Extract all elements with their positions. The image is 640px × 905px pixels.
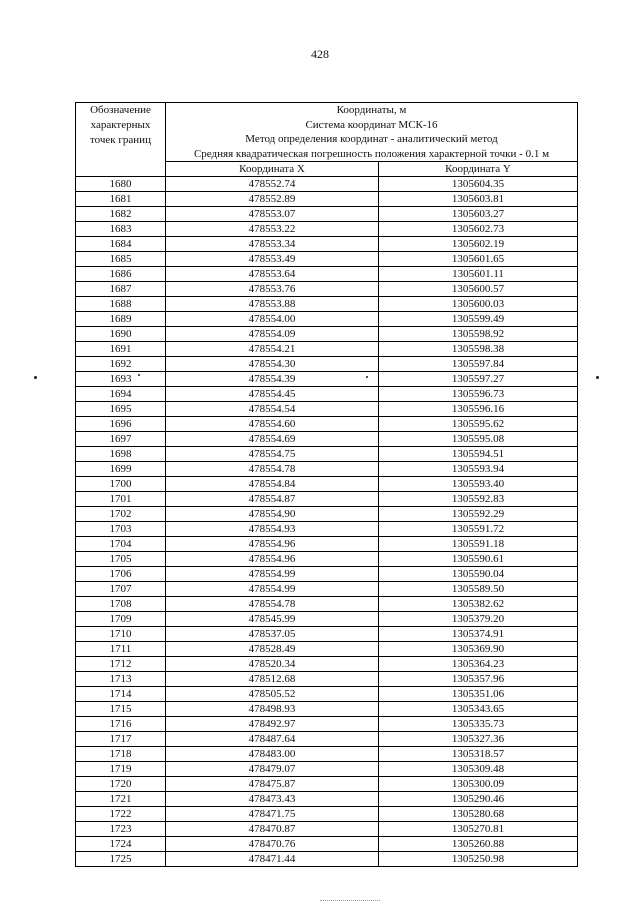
coordinate-x-cell: 478553.07 — [166, 207, 379, 222]
coordinate-y-cell: 1305335.73 — [379, 717, 578, 732]
coordinate-x-cell: 478554.69 — [166, 432, 379, 447]
point-number-cell: 1698 — [76, 447, 166, 462]
coordinate-x-cell: 478498.93 — [166, 702, 379, 717]
scan-artifact — [320, 900, 380, 903]
coordinate-x-cell: 478470.87 — [166, 822, 379, 837]
page-number: 428 — [311, 47, 329, 61]
coordinate-y-cell: 1305318.57 — [379, 747, 578, 762]
table-row — [76, 177, 578, 192]
coordinate-x-cell: 478554.87 — [166, 492, 379, 507]
point-number-cell: 1690 — [76, 327, 166, 342]
coordinate-y-cell: 1305591.18 — [379, 537, 578, 552]
point-number-cell: 1709 — [76, 612, 166, 627]
table-row — [76, 777, 578, 792]
coordinate-y-cell: 1305600.57 — [379, 282, 578, 297]
coordinate-y-cell: 1305351.06 — [379, 687, 578, 702]
table-row — [76, 492, 578, 507]
point-number-cell: 1713 — [76, 672, 166, 687]
coordinate-y-cell: 1305290.46 — [379, 792, 578, 807]
point-number-cell: 1703 — [76, 522, 166, 537]
coordinate-x-cell: 478554.93 — [166, 522, 379, 537]
header-main-line: Система координат МСК-16 — [305, 118, 438, 131]
table-row — [76, 237, 578, 252]
table-row — [76, 717, 578, 732]
point-number-cell: 1681 — [76, 192, 166, 207]
coordinate-x-cell: 478553.49 — [166, 252, 379, 267]
coordinate-y-cell: 1305369.90 — [379, 642, 578, 657]
table-row — [76, 732, 578, 747]
table-row — [76, 552, 578, 567]
table-row — [76, 282, 578, 297]
coordinate-x-cell: 478554.00 — [166, 312, 379, 327]
table-row — [76, 807, 578, 822]
coordinate-y-cell: 1305593.94 — [379, 462, 578, 477]
table-row — [76, 627, 578, 642]
table-row — [76, 702, 578, 717]
coordinate-x-cell: 478554.45 — [166, 387, 379, 402]
table-row — [76, 687, 578, 702]
point-number-cell: 1711 — [76, 642, 166, 657]
point-number-cell: 1707 — [76, 582, 166, 597]
coordinate-y-cell: 1305280.68 — [379, 807, 578, 822]
point-number-cell: 1685 — [76, 252, 166, 267]
coordinate-y-cell: 1305603.27 — [379, 207, 578, 222]
point-number-cell: 1718 — [76, 747, 166, 762]
table-row — [76, 402, 578, 417]
coordinate-x-cell: 478552.74 — [166, 177, 379, 192]
coordinate-y-cell: 1305602.73 — [379, 222, 578, 237]
coordinate-x-cell: 478483.00 — [166, 747, 379, 762]
table-row — [76, 192, 578, 207]
point-number-cell: 1723 — [76, 822, 166, 837]
point-number-cell: 1714 — [76, 687, 166, 702]
coordinates-header — [166, 103, 578, 162]
point-number-cell: 1688 — [76, 297, 166, 312]
point-number-cell: 1716 — [76, 717, 166, 732]
point-number-cell: 1699 — [76, 462, 166, 477]
table-row — [76, 327, 578, 342]
point-number-cell: 1715 — [76, 702, 166, 717]
table-row — [76, 432, 578, 447]
table-row — [76, 417, 578, 432]
point-number-cell: 1722 — [76, 807, 166, 822]
coordinate-x-cell: 478554.99 — [166, 567, 379, 582]
table-row — [76, 267, 578, 282]
table-row — [76, 297, 578, 312]
coordinate-x-cell: 478554.30 — [166, 357, 379, 372]
coordinate-x-cell: 478537.05 — [166, 627, 379, 642]
table-row — [76, 447, 578, 462]
header-main-line: Средняя квадратическая погрешность положения характерной точки - 0.1 м — [193, 147, 550, 160]
coordinate-x-cell: 478554.96 — [166, 552, 379, 567]
coordinate-y-cell: 1305597.27 — [379, 372, 578, 387]
coordinate-x-cell: 478505.52 — [166, 687, 379, 702]
point-number-cell: 1702 — [76, 507, 166, 522]
coordinate-y-cell: 1305592.83 — [379, 492, 578, 507]
table-row — [76, 582, 578, 597]
coordinates-table — [75, 102, 578, 867]
coordinate-y-cell: 1305595.62 — [379, 417, 578, 432]
coordinate-y-cell: 1305598.92 — [379, 327, 578, 342]
table-row — [76, 537, 578, 552]
scan-speck — [596, 376, 599, 379]
table-row — [76, 342, 578, 357]
coordinate-x-header: Координата X — [166, 162, 379, 177]
coordinate-y-cell: 1305598.38 — [379, 342, 578, 357]
coordinate-y-cell: 1305343.65 — [379, 702, 578, 717]
table-row — [76, 822, 578, 837]
point-number-cell: 1710 — [76, 627, 166, 642]
coordinate-x-cell: 478554.78 — [166, 462, 379, 477]
point-number-cell: 1695 — [76, 402, 166, 417]
coordinate-x-cell: 478553.34 — [166, 237, 379, 252]
coordinate-y-cell: 1305591.72 — [379, 522, 578, 537]
coordinate-y-cell: 1305374.91 — [379, 627, 578, 642]
table-row — [76, 747, 578, 762]
point-number-cell: 1683 — [76, 222, 166, 237]
coordinate-x-cell: 478554.99 — [166, 582, 379, 597]
coordinate-x-cell: 478554.84 — [166, 477, 379, 492]
coordinate-x-cell: 478545.99 — [166, 612, 379, 627]
header-left-line: Обозначение — [90, 104, 151, 116]
point-number-cell: 1725 — [76, 852, 166, 867]
coordinate-y-cell: 1305599.49 — [379, 312, 578, 327]
coordinate-y-cell: 1305604.35 — [379, 177, 578, 192]
coordinate-y-cell: 1305327.36 — [379, 732, 578, 747]
coordinate-x-cell: 478520.34 — [166, 657, 379, 672]
header-left-line: характерных — [90, 119, 151, 131]
coordinate-y-cell: 1305597.84 — [379, 357, 578, 372]
point-number-cell: 1689 — [76, 312, 166, 327]
coordinate-y-header: Координата Y — [379, 162, 578, 177]
coordinate-y-cell: 1305593.40 — [379, 477, 578, 492]
table-row — [76, 477, 578, 492]
coordinate-y-cell: 1305601.11 — [379, 267, 578, 282]
header-main-line: Метод определения координат - аналитический метод — [245, 133, 498, 145]
coordinate-x-cell: 478479.07 — [166, 762, 379, 777]
table-row — [76, 462, 578, 477]
table-row — [76, 252, 578, 267]
point-number-cell: 1682 — [76, 207, 166, 222]
coordinate-x-cell: 478554.60 — [166, 417, 379, 432]
point-number-cell: 1717 — [76, 732, 166, 747]
coordinate-y-cell: 1305309.48 — [379, 762, 578, 777]
header-main-line: Координаты, м — [336, 104, 407, 116]
table-row — [76, 837, 578, 852]
coordinate-x-cell: 478471.75 — [166, 807, 379, 822]
coordinate-y-cell: 1305379.20 — [379, 612, 578, 627]
point-number-cell: 1694 — [76, 387, 166, 402]
table-row — [76, 672, 578, 687]
coordinate-x-cell: 478528.49 — [166, 642, 379, 657]
point-number-cell: 1687 — [76, 282, 166, 297]
coordinate-x-cell: 478487.64 — [166, 732, 379, 747]
coordinate-y-cell: 1305596.73 — [379, 387, 578, 402]
table-row — [76, 312, 578, 327]
header-row — [76, 103, 578, 162]
table-row — [76, 372, 578, 387]
point-number-cell: 1696 — [76, 417, 166, 432]
coordinate-x-cell: 478470.76 — [166, 837, 379, 852]
coordinate-y-cell: 1305357.96 — [379, 672, 578, 687]
point-number-cell: 1684 — [76, 237, 166, 252]
table-row — [76, 657, 578, 672]
coordinate-x-cell: 478554.78 — [166, 597, 379, 612]
coordinate-x-cell: 478552.89 — [166, 192, 379, 207]
coordinate-x-cell: 478554.39 — [166, 372, 379, 387]
coordinate-y-cell: 1305602.19 — [379, 237, 578, 252]
coordinate-x-cell: 478554.90 — [166, 507, 379, 522]
coordinate-y-cell: 1305364.23 — [379, 657, 578, 672]
coordinate-x-cell: 478475.87 — [166, 777, 379, 792]
point-number-cell: 1697 — [76, 432, 166, 447]
coordinate-y-cell: 1305382.62 — [379, 597, 578, 612]
scan-speck — [366, 376, 368, 378]
coordinate-x-cell: 478554.96 — [166, 537, 379, 552]
coordinate-x-cell: 478553.76 — [166, 282, 379, 297]
point-number-cell: 1712 — [76, 657, 166, 672]
table-row — [76, 357, 578, 372]
point-number-cell: 1724 — [76, 837, 166, 852]
point-number-cell: 1719 — [76, 762, 166, 777]
coordinate-x-cell: 478553.64 — [166, 267, 379, 282]
coordinate-y-cell: 1305300.09 — [379, 777, 578, 792]
coordinate-y-cell: 1305603.81 — [379, 192, 578, 207]
coordinate-y-cell: 1305250.98 — [379, 852, 578, 867]
point-number-cell: 1692 — [76, 357, 166, 372]
table-row — [76, 762, 578, 777]
point-number-cell: 1701 — [76, 492, 166, 507]
coordinate-y-cell: 1305590.04 — [379, 567, 578, 582]
coordinate-x-cell: 478473.43 — [166, 792, 379, 807]
table-row — [76, 597, 578, 612]
point-number-cell: 1686 — [76, 267, 166, 282]
header-left-line: точек границ — [90, 134, 151, 146]
table-row — [76, 852, 578, 867]
coordinate-y-cell: 1305600.03 — [379, 297, 578, 312]
coordinate-y-cell: 1305595.08 — [379, 432, 578, 447]
coordinate-x-cell: 478492.97 — [166, 717, 379, 732]
coordinate-x-cell: 478554.75 — [166, 447, 379, 462]
coordinate-y-cell: 1305596.16 — [379, 402, 578, 417]
point-number-cell: 1704 — [76, 537, 166, 552]
point-number-cell: 1705 — [76, 552, 166, 567]
point-number-cell: 1721 — [76, 792, 166, 807]
point-number-cell: 1720 — [76, 777, 166, 792]
table-row — [76, 642, 578, 657]
coordinate-y-cell: 1305270.81 — [379, 822, 578, 837]
coordinate-y-cell: 1305590.61 — [379, 552, 578, 567]
table-row — [76, 507, 578, 522]
point-number-cell: 1691 — [76, 342, 166, 357]
coordinate-y-cell: 1305589.50 — [379, 582, 578, 597]
table-row — [76, 207, 578, 222]
table-row — [76, 222, 578, 237]
coordinate-x-cell: 478553.88 — [166, 297, 379, 312]
coordinate-x-cell: 478554.21 — [166, 342, 379, 357]
coordinate-y-cell: 1305601.65 — [379, 252, 578, 267]
point-number-cell: 1700 — [76, 477, 166, 492]
point-number-cell: 1708 — [76, 597, 166, 612]
coordinate-x-cell: 478553.22 — [166, 222, 379, 237]
point-number-cell: 1680 — [76, 177, 166, 192]
table-row — [76, 567, 578, 582]
table-row — [76, 792, 578, 807]
table-body — [76, 177, 578, 867]
scan-speck — [138, 374, 140, 376]
coordinate-x-cell: 478471.44 — [166, 852, 379, 867]
point-number-cell: 1693 — [76, 372, 166, 387]
scan-speck — [34, 376, 37, 379]
coordinate-y-cell: 1305260.88 — [379, 837, 578, 852]
table-row — [76, 612, 578, 627]
coordinate-y-cell: 1305592.29 — [379, 507, 578, 522]
point-number-cell: 1706 — [76, 567, 166, 582]
coordinate-x-cell: 478554.09 — [166, 327, 379, 342]
coordinate-x-cell: 478512.68 — [166, 672, 379, 687]
coordinate-x-cell: 478554.54 — [166, 402, 379, 417]
coordinate-y-cell: 1305594.51 — [379, 447, 578, 462]
table-row — [76, 387, 578, 402]
point-designation-header — [76, 103, 166, 177]
table-row — [76, 522, 578, 537]
